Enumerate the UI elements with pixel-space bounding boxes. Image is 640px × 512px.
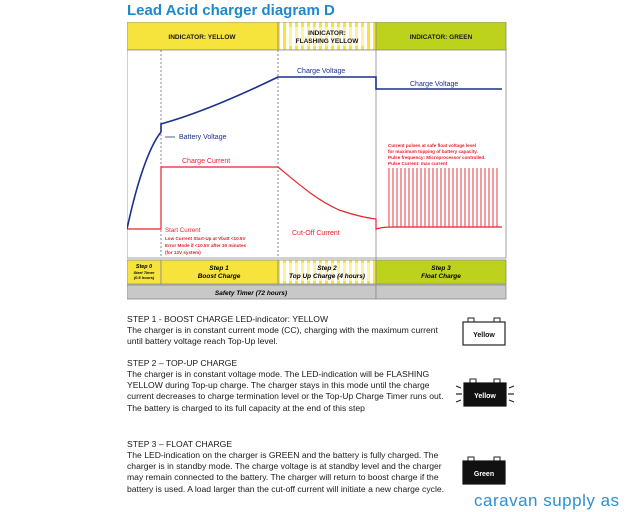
- start-current-label: Start Current: [165, 227, 201, 234]
- step2-label-2: Top Up Charge (4 hours): [289, 273, 365, 280]
- step1-label-2: Boost Charge: [197, 273, 241, 280]
- pulse-note-4: Pulse Current: max current: [388, 161, 448, 166]
- indicator-green-label: INDICATOR: GREEN: [409, 34, 473, 41]
- battery-yellow-label: Yellow: [473, 332, 495, 339]
- step3-label-1: Step 3: [431, 265, 451, 272]
- start-current-note-2: Error Mode if <10.5V after 30 minutes: [165, 243, 247, 248]
- indicator-flashing-label-1: INDICATOR:: [308, 30, 346, 37]
- battery-yellow-icon: [461, 317, 507, 347]
- step3-band: [376, 260, 506, 284]
- step0-label-1: Step 0: [135, 264, 153, 270]
- step3-title: STEP 3 – FLOAT CHARGE: [127, 439, 233, 449]
- battery-green-icon: [461, 456, 507, 486]
- charge-diagram: [127, 22, 507, 302]
- battery-flashing-icon: [455, 376, 515, 410]
- indicator-flashing-label-2: FLASHING YELLOW: [295, 38, 359, 45]
- battery-voltage-label: Battery Voltage: [179, 134, 227, 141]
- indicator-yellow-label: INDICATOR: YELLOW: [168, 34, 236, 41]
- charge-voltage-label-1: Charge Voltage: [297, 68, 346, 75]
- step0-label-2: Start Timer: [133, 270, 155, 275]
- charge-voltage-label-2: Charge Voltage: [410, 81, 459, 88]
- step0-label-3: (0.5 hours): [133, 275, 155, 280]
- step2-body: The charger is in constant voltage mode. The LED-indication will be FLASHING YELLOW during Top-up charge. The charger stays in this mode until the charge current decreases to charge termination level or the Top-Up Charge Timer runs out. The battery is charged to its full capacity at the end of this step: [127, 369, 444, 413]
- pulse-note-3: Pulse frequency: Microprocessor controlled.: [388, 155, 486, 160]
- step1-band: [161, 260, 278, 284]
- step1-body: The charger is in constant current mode (CC), charging with the maximum current until battery voltage reach Top-Up level.: [127, 325, 438, 347]
- start-current-note-3: (for 12V system): [165, 250, 201, 255]
- step3-body: The LED-indication on the charger is GREEN and the battery is fully charged. The charger is in standby mode. The charge voltage is at standby level and the charger may remain connected to the battery. The charger will return to boost charge if the battery is used. A load larger than the cut-off current will initiate a new charge cycle.: [127, 450, 445, 494]
- cutoff-current-label: Cut-Off Current: [292, 230, 340, 237]
- battery-green-label: Green: [473, 471, 495, 478]
- step1-title: STEP 1 - BOOST CHARGE LED-indicator: YELLOW: [127, 314, 329, 324]
- start-current-note-1: Low Current Start-Up at Vbatt <10.5V: [165, 236, 246, 241]
- battery-flashing-label: Yellow: [474, 393, 496, 400]
- step3-label-2: Float Charge: [421, 273, 461, 280]
- brand-logo-text: caravan supply as: [474, 491, 620, 510]
- pulse-note-1: Current pulses at safe float voltage level: [388, 143, 477, 148]
- safety-timer-label: Safety Timer (72 hours): [214, 290, 288, 297]
- step2-title: STEP 2 – TOP-UP CHARGE: [127, 358, 238, 368]
- charge-current-label: Charge Current: [182, 158, 231, 165]
- pulse-note-2: for maximum topping of battery capacity.: [388, 149, 478, 154]
- step1-label-1: Step 1: [209, 265, 229, 272]
- safety-timer-band-end: [376, 285, 506, 299]
- step2-label-1: Step 2: [317, 265, 337, 272]
- page-title: Lead Acid charger diagram D: [127, 2, 335, 19]
